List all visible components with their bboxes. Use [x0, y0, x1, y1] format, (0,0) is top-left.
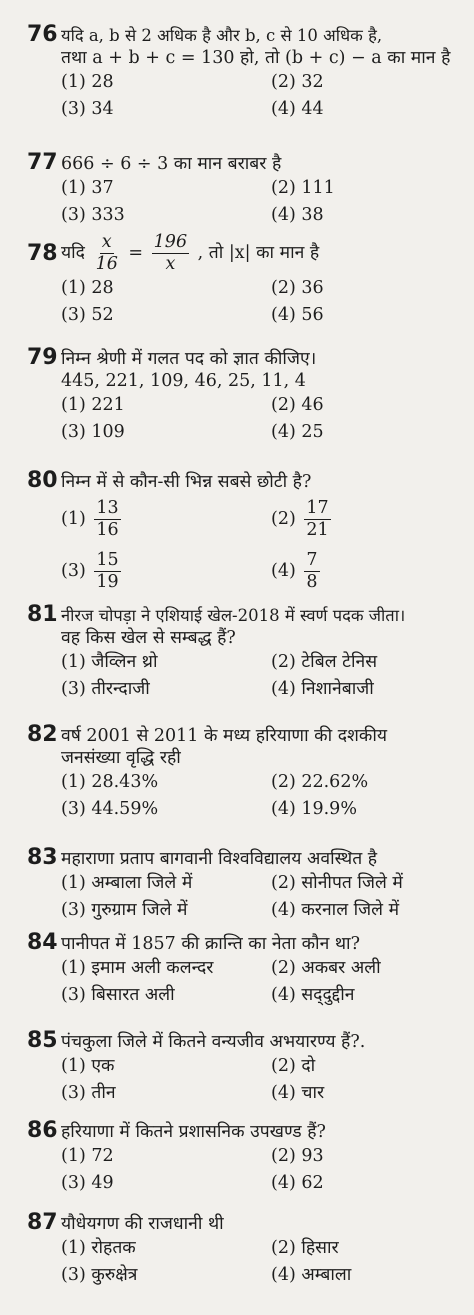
option-2[interactable]: (2) अकबर अली [271, 958, 381, 978]
question-number: 76 [27, 22, 58, 47]
question-81 [0, 602, 474, 703]
question-text: पानीपत में 1857 की क्रान्ति का नेता कौन था? [61, 934, 360, 954]
option-4[interactable]: (4) 38 [271, 205, 324, 225]
option-2[interactable]: (2) 32 [271, 72, 324, 92]
question-number: 87 [27, 1210, 58, 1235]
option-1[interactable]: (1) रोहतक [61, 1238, 136, 1258]
option-label: (2) [271, 509, 296, 529]
question-text: यदि a, b से 2 अधिक है और b, c से 10 अधिक है, [61, 26, 383, 45]
options [0, 955, 474, 1009]
question-text: निम्न में से कौन-सी भिन्न सबसे छोटी है? [61, 472, 312, 492]
option-2[interactable]: (2) 36 [271, 278, 324, 298]
fraction-denominator: 19 [96, 572, 119, 592]
question-number: 79 [27, 345, 58, 370]
question-text: वर्ष 2001 से 2011 के मध्य हरियाणा की दशकीय [61, 726, 388, 746]
options [0, 69, 474, 123]
question-85 [0, 1028, 474, 1107]
option-2[interactable]: (2) 22.62% [271, 772, 369, 792]
question-number: 84 [27, 930, 58, 955]
question-83 [0, 845, 474, 924]
option-3[interactable]: (3) तीन [61, 1083, 116, 1103]
option-1[interactable]: (1) 28 [61, 278, 114, 298]
question-text: नीरज चोपड़ा ने एशियाई खेल-2018 में स्वर्ण पदक जीता। [61, 606, 406, 625]
fraction-numerator: 17 [306, 498, 329, 518]
option-2[interactable]: (2) हिसार [271, 1238, 339, 1258]
question-86 [0, 1118, 474, 1197]
option-fraction [304, 498, 330, 541]
option-4[interactable]: (4) सद्‌दुद्दीन [271, 985, 355, 1005]
options [0, 649, 474, 703]
option-fraction [94, 550, 120, 593]
question-text: पंचकुला जिले में कितने वन्यजीव अभयारण्य हैं?. [61, 1032, 366, 1052]
options [0, 1235, 474, 1289]
option-3[interactable]: (3) 34 [61, 99, 114, 119]
question-number: 81 [27, 602, 58, 627]
option-3[interactable] [61, 545, 271, 597]
option-4[interactable]: (4) चार [271, 1083, 325, 1103]
option-3[interactable]: (3) बिसारत अली [61, 985, 175, 1005]
option-label: (1) [61, 509, 86, 529]
option-4[interactable]: (4) 62 [271, 1173, 324, 1193]
question-number: 85 [27, 1028, 58, 1053]
question-text-line2: तथा a + b + c = 130 हो, तो (b + c) − a का मान है [61, 48, 451, 68]
option-1[interactable]: (1) 28.43% [61, 772, 159, 792]
fraction-denominator: x [165, 254, 176, 274]
options [0, 275, 474, 329]
option-3[interactable]: (3) 333 [61, 205, 125, 225]
option-3[interactable]: (3) 49 [61, 1173, 114, 1193]
option-fraction [94, 498, 120, 541]
question-text: महाराणा प्रताप बागवानी विश्वविद्यालय अवस्थित है [61, 849, 378, 869]
option-2[interactable]: (2) 93 [271, 1146, 324, 1166]
option-2[interactable]: (2) 111 [271, 178, 335, 198]
question-number: 82 [27, 722, 58, 747]
fraction-numerator: 196 [153, 232, 188, 252]
option-label: (4) [271, 561, 296, 581]
question-text [61, 232, 319, 275]
fraction-denominator: 21 [306, 520, 329, 540]
question-text: निम्न श्रेणी में गलत पद को ज्ञात कीजिए। [61, 349, 317, 369]
options [0, 493, 474, 597]
question-text-line2: जनसंख्या वृद्धि रही [61, 748, 181, 768]
equals-sign: = [128, 243, 144, 263]
option-3[interactable]: (3) 109 [61, 422, 125, 442]
question-prefix: यदि [61, 243, 85, 263]
options [0, 175, 474, 229]
option-3[interactable]: (3) 44.59% [61, 799, 159, 819]
question-78 [0, 232, 474, 329]
question-80 [0, 468, 474, 597]
question-76 [0, 22, 474, 123]
option-4[interactable] [271, 545, 451, 597]
question-87 [0, 1210, 474, 1289]
option-3[interactable]: (3) गुरुग्राम जिले में [61, 900, 188, 920]
option-label: (3) [61, 561, 86, 581]
question-number: 86 [27, 1118, 58, 1143]
option-3[interactable]: (3) 52 [61, 305, 114, 325]
question-number: 78 [27, 241, 58, 266]
option-3[interactable]: (3) तीरन्दाजी [61, 679, 150, 699]
question-82 [0, 722, 474, 823]
option-4[interactable]: (4) अम्बाला [271, 1265, 352, 1285]
question-number: 83 [27, 845, 58, 870]
question-number: 77 [27, 150, 58, 175]
option-4[interactable]: (4) 19.9% [271, 799, 357, 819]
fraction-196-x [152, 232, 189, 275]
options [0, 1143, 474, 1197]
option-3[interactable]: (3) कुरुक्षेत्र [61, 1265, 138, 1285]
fraction-numerator: 7 [306, 550, 318, 570]
option-1[interactable]: (1) 28 [61, 72, 114, 92]
option-1[interactable]: (1) एक [61, 1056, 115, 1076]
option-2[interactable]: (2) सोनीपत जिले में [271, 873, 403, 893]
question-text-line2: वह किस खेल से सम्बद्ध हैं? [61, 628, 236, 648]
option-4[interactable]: (4) करनाल जिले में [271, 900, 400, 920]
fraction-numerator: 13 [96, 498, 119, 518]
option-2[interactable]: (2) दो [271, 1056, 316, 1076]
question-number: 80 [27, 468, 58, 493]
option-2[interactable]: (2) 46 [271, 395, 324, 415]
option-4[interactable]: (4) निशानेबाजी [271, 679, 374, 699]
option-1[interactable]: (1) जैव्लिन थ्रो [61, 652, 158, 672]
option-4[interactable]: (4) 56 [271, 305, 324, 325]
question-text: 666 ÷ 6 ÷ 3 का मान बराबर है [61, 154, 282, 174]
option-1[interactable]: (1) 72 [61, 1146, 114, 1166]
question-79 [0, 345, 474, 446]
question-text: हरियाणा में कितने प्रशासनिक उपखण्ड हैं? [61, 1122, 326, 1142]
fraction-numerator: x [101, 232, 112, 252]
options [0, 769, 474, 823]
option-1[interactable]: (1) 221 [61, 395, 125, 415]
question-84 [0, 930, 474, 1009]
option-4[interactable]: (4) 25 [271, 422, 324, 442]
option-1[interactable]: (1) अम्बाला जिले में [61, 873, 193, 893]
options [0, 392, 474, 446]
option-1[interactable]: (1) 37 [61, 178, 114, 198]
number-series: 445, 221, 109, 46, 25, 11, 4 [61, 371, 306, 391]
option-2[interactable]: (2) टेबिल टेनिस [271, 652, 378, 672]
option-1[interactable] [61, 493, 271, 545]
options [0, 870, 474, 924]
fraction-denominator: 8 [306, 572, 318, 592]
option-2[interactable] [271, 493, 451, 545]
option-1[interactable]: (1) इमाम अली कलन्दर [61, 958, 214, 978]
fraction-numerator: 15 [96, 550, 119, 570]
question-suffix: , तो |x| का मान है [197, 243, 320, 263]
fraction-x-16 [94, 232, 120, 275]
question-text: यौधेयगण की राजधानी थी [61, 1214, 224, 1234]
option-4[interactable]: (4) 44 [271, 99, 324, 119]
options [0, 1053, 474, 1107]
fraction-denominator: 16 [95, 254, 118, 274]
question-77 [0, 150, 474, 229]
option-fraction [304, 550, 319, 593]
fraction-denominator: 16 [96, 520, 119, 540]
